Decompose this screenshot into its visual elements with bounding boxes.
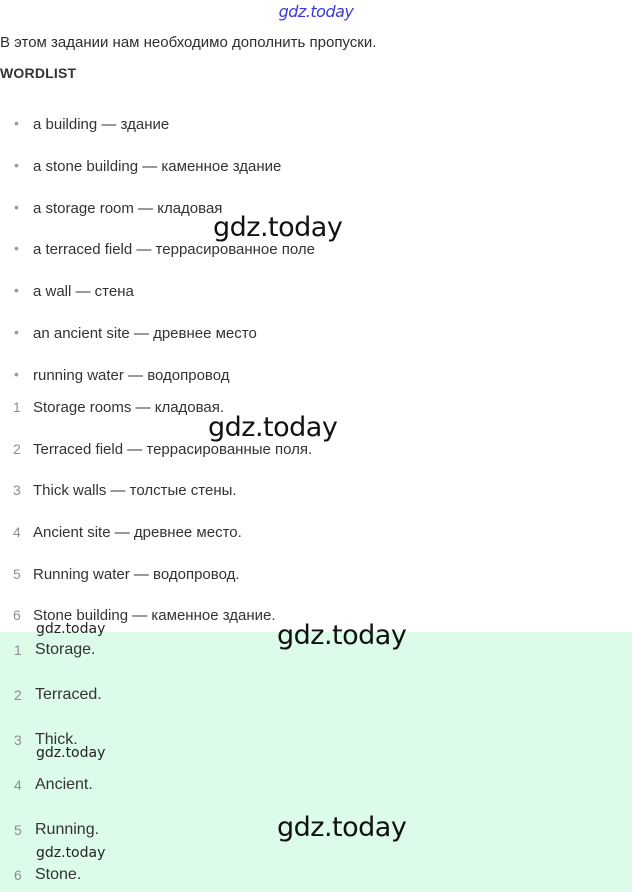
translation-text: Ancient site — древнее место. <box>33 524 242 541</box>
item-number: 4 <box>13 524 21 540</box>
watermark: gdz.today <box>213 212 343 243</box>
list-item-text: an ancient site — древнее место <box>33 325 257 342</box>
answer-text: Running. <box>35 821 100 838</box>
list-item-text: a wall — стена <box>33 283 134 300</box>
watermark: gdz.today <box>208 412 338 443</box>
bullet-icon: • <box>14 157 19 173</box>
bullet-icon: • <box>14 240 19 256</box>
item-number: 6 <box>14 867 22 883</box>
watermark: gdz.today <box>36 745 106 761</box>
list-item-text: a stone building — каменное здание <box>33 158 282 175</box>
bullet-icon: • <box>14 282 19 298</box>
item-number: 4 <box>14 777 22 793</box>
bullet-icon: • <box>14 199 19 215</box>
list-item-text: running water — водопровод <box>33 367 230 384</box>
list-item-text: a terraced field — террасированное поле <box>33 241 315 258</box>
list-item-text: a storage room — кладовая <box>33 200 223 217</box>
top-watermark: gdz.today <box>278 2 354 21</box>
item-number: 3 <box>13 482 21 498</box>
item-number: 2 <box>13 441 21 457</box>
answer-text: Stone. <box>35 866 82 883</box>
item-number: 1 <box>14 642 22 658</box>
translation-text: Running water — водопровод. <box>33 566 240 583</box>
translation-text: Stone building — каменное здание. <box>33 607 276 624</box>
translation-text: Thick walls — толстые стены. <box>33 482 237 499</box>
translation-text: Terraced field — террасированные поля. <box>33 441 313 458</box>
item-number: 5 <box>13 566 21 582</box>
item-number: 3 <box>14 732 22 748</box>
watermark: gdz.today <box>36 845 106 861</box>
watermark: gdz.today <box>277 620 407 651</box>
watermark: gdz.today <box>36 621 106 637</box>
intro-text: В этом задании нам необходимо дополнить пропуски. <box>0 34 377 51</box>
bullet-icon: • <box>14 324 19 340</box>
item-number: 1 <box>13 399 21 415</box>
answer-text: Terraced. <box>35 686 102 703</box>
item-number: 6 <box>13 607 21 623</box>
answer-text: Ancient. <box>35 776 93 793</box>
answer-text: Thick. <box>35 731 78 748</box>
list-item-text: a building — здание <box>33 116 170 133</box>
item-number: 2 <box>14 687 22 703</box>
item-number: 5 <box>14 822 22 838</box>
bullet-icon: • <box>14 115 19 131</box>
bullet-icon: • <box>14 366 19 382</box>
wordlist-heading: WORDLIST <box>0 65 77 81</box>
translation-text: Storage rooms — кладовая. <box>33 399 225 416</box>
watermark: gdz.today <box>277 812 407 843</box>
answer-text: Storage. <box>35 641 96 658</box>
